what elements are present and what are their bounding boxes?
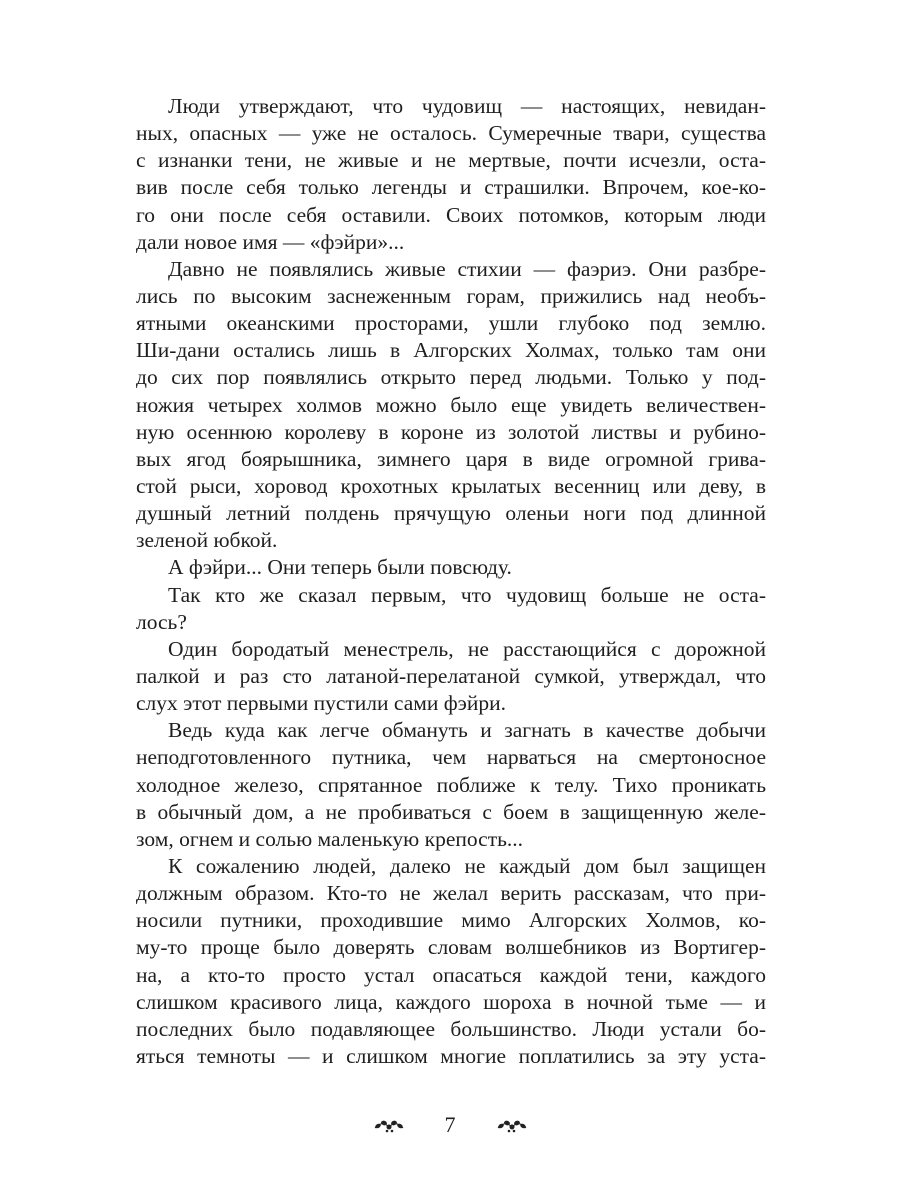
paragraph [136, 256, 766, 555]
text-line: К сожалению людей, далеко не каждый дом был защищен [168, 853, 766, 878]
paragraph [136, 853, 766, 1070]
text-line: вых ягод боярышника, зимнего царя в виде огромной грива- [136, 446, 766, 471]
text-line: му-то проще было доверять словам волшебников из Вортигер- [136, 935, 766, 960]
body-text [136, 93, 766, 1070]
paragraph [136, 717, 766, 853]
text-line: зом, огнем и солью маленькую крепость... [136, 826, 524, 851]
paragraph [136, 636, 766, 717]
text-line: носили путники, проходившие мимо Алгорских Холмов, ко- [136, 908, 766, 933]
page-footer [0, 1108, 900, 1142]
text-line: го они после себя оставили. Своих потомков, которым люди [136, 202, 766, 227]
text-line: вив после себя только легенды и страшилки. Впрочем, кое-ко- [136, 175, 766, 200]
text-line: Ведь куда как легче обмануть и загнать в качестве добычи [168, 718, 766, 743]
text-line: зеленой юбкой. [136, 528, 278, 553]
floral-ornament-left-icon [373, 1116, 405, 1134]
text-line: яться темноты — и слишком многие поплатились за эту уста- [136, 1043, 766, 1068]
text-line: Так кто же сказал первым, что чудовищ больше не оста- [168, 582, 766, 607]
text-line: ных, опасных — уже не осталось. Сумеречные твари, существа [136, 121, 766, 146]
text-line: ную осеннюю королеву в короне из золотой листвы и рубино- [136, 419, 766, 444]
text-line: дали новое имя — «фэйри»... [136, 229, 405, 254]
text-line: лось? [136, 609, 187, 634]
text-line: Один бородатый менестрель, не расстающийся с дорожной [168, 636, 766, 661]
text-line: ятными океанскими просторами, ушли глубоко под землю. [136, 311, 766, 336]
floral-ornament-right-icon [496, 1116, 528, 1134]
text-line: лись по высоким заснеженным горам, прижились над необъ- [136, 283, 766, 308]
text-line: Ши-дани остались лишь в Алгорских Холмах, только там они [136, 338, 766, 363]
text-line: стой рыси, хоровод крохотных крылатых весенниц или деву, в [136, 473, 766, 498]
text-line: слух этот первыми пустили сами фэйри. [136, 691, 507, 716]
text-line: с изнанки тени, не живые и не мертвые, почти исчезли, оста- [136, 148, 766, 173]
text-line: А фэйри... Они теперь были повсюду. [168, 555, 512, 580]
text-line: ножия четырех холмов можно было еще увидеть величествен- [136, 392, 766, 417]
text-line: слишком красивого лица, каждого шороха в ночной тьме — и [136, 989, 766, 1014]
text-line: Давно не появлялись живые стихии — фаэриэ. Они разбре- [168, 256, 766, 281]
page-number: 7 [444, 1112, 456, 1137]
text-line: в обычный дом, а не пробиваться с боем в защищенную желе- [136, 799, 766, 824]
text-line: душный летний полдень прячущую оленьи ноги под длинной [136, 501, 766, 526]
text-line: на, а кто-то просто устал опасаться каждой тени, каждого [136, 962, 766, 987]
paragraph [136, 554, 766, 581]
text-line: холодное железо, спрятанное поближе к телу. Тихо проникать [136, 772, 766, 797]
paragraph [136, 582, 766, 636]
text-line: последних было подавляющее большинство. Люди устали бо- [136, 1016, 766, 1041]
text-line: Люди утверждают, что чудовищ — настоящих, невидан- [168, 94, 766, 118]
text-line: палкой и раз сто латаной-перелатаной сумкой, утверждал, что [136, 663, 766, 688]
paragraph [136, 93, 766, 256]
text-line: должным образом. Кто-то не желал верить рассказам, что при- [136, 881, 766, 906]
text-line: неподготовленного путника, чем нарваться на смертоносное [136, 745, 766, 770]
text-line: до сих пор появлялись открыто перед людьми. Только у под- [136, 365, 766, 390]
